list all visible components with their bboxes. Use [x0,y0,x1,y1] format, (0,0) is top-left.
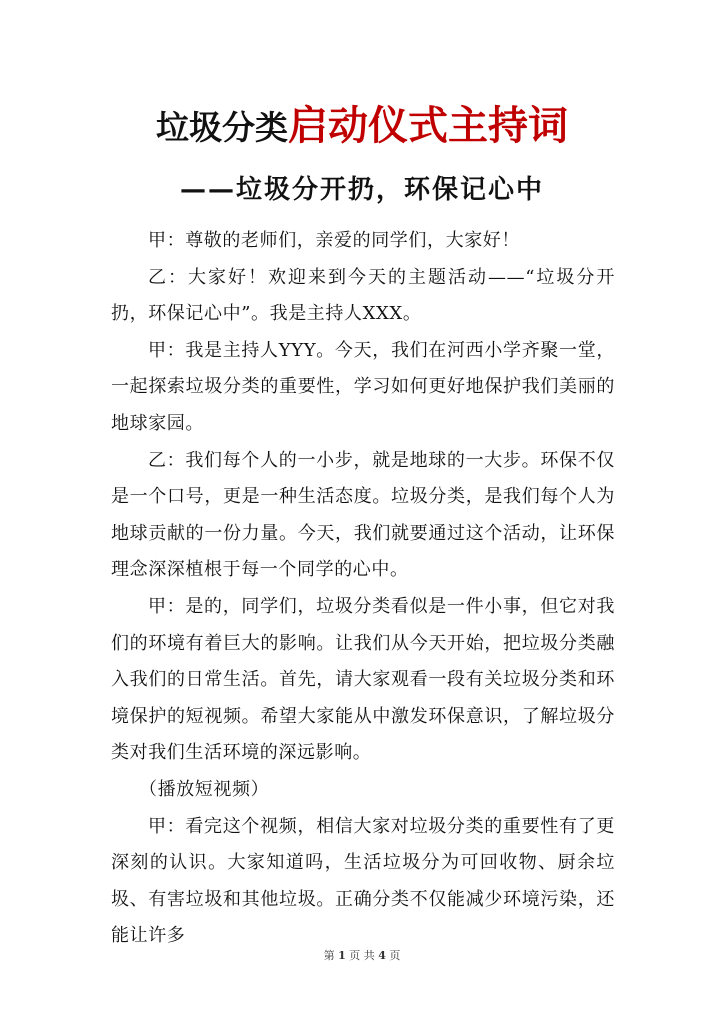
paragraph: 乙：大家好！欢迎来到今天的主题活动——“垃圾分开扔，环保记心中”。我是主持人XXX。 [111,266,615,325]
paragraph: 甲：是的，同学们，垃圾分类看似是一件小事，但它对我们的环境有着巨大的影响。让我们从今天开始，把垃圾分类融入我们的日常生活。首先，请大家观看一段有关垃圾分类和环境保护的短视频。希望大家能从中激发环保意识，了解垃圾分类对我们生活环境的深远影响。 [111,595,615,764]
footer-middle: 页 共 [349,949,375,962]
title-black-part: 垃圾分类 [156,108,288,147]
document-subtitle: ——垃圾分开扔，环保记心中 [179,175,544,205]
footer-page-number: 1 [338,949,346,962]
paragraph: 甲：看完这个视频，相信大家对垃圾分类的重要性有了更深刻的认识。大家知道吗，生活垃圾分为可回收物、厨余垃圾、有害垃圾和其他垃圾。正确分类不仅能减少环境污染，还能让许多 [111,815,615,947]
paragraph: 乙：我们每个人的一小步，就是地球的一大步。环保不仅是一个口号，更是一种生活态度。垃圾分类，是我们每个人为地球贡献的一份力量。今天，我们就要通过这个活动，让环保理念深深植根于每一个同学的心中。 [111,449,615,581]
body-text [111,223,615,955]
footer-suffix: 页 [389,949,401,962]
document-title [0,98,724,156]
paragraph: 甲：我是主持人YYY。今天，我们在河西小学齐聚一堂，一起探索垃圾分类的重要性，学习如何更好地保护我们美丽的地球家园。 [111,339,615,434]
paragraph: 甲：尊敬的老师们，亲爱的同学们，大家好！ [148,230,520,251]
title-red-part: 启动仪式主持词 [288,102,568,149]
stage-direction: （播放短视频） [139,778,270,800]
page-footer [0,947,724,965]
footer-prefix: 第 [323,949,335,962]
footer-total-pages: 4 [378,949,386,962]
